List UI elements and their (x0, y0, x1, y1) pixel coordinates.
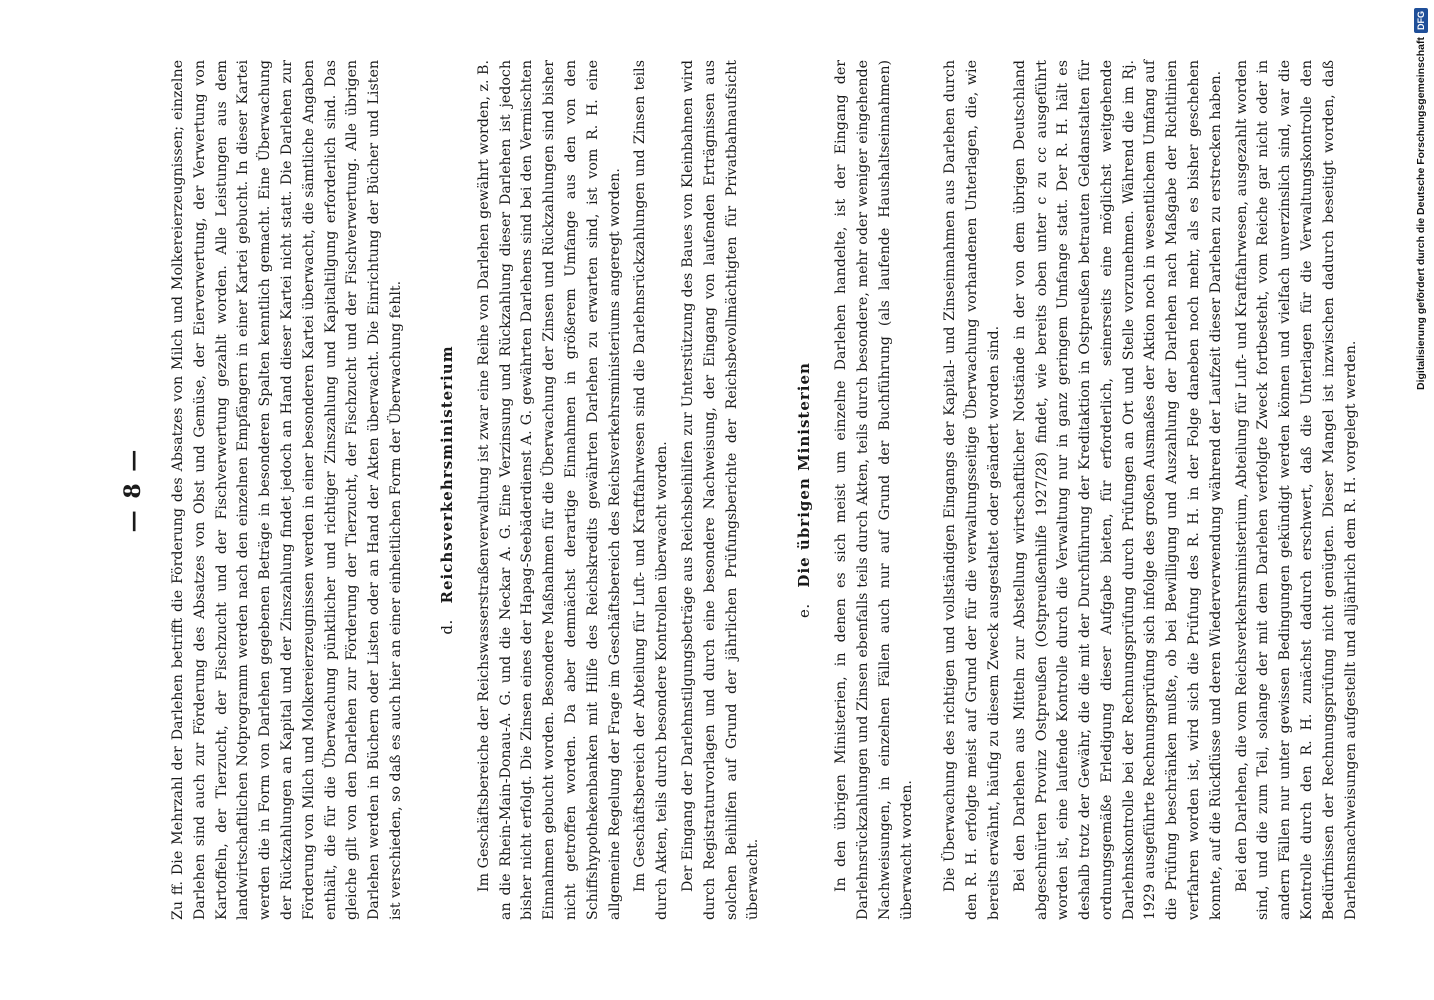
paragraph-e-4: Bei den Darlehen, die vom Reichsverkehrsministerium, Abteilung für Luft- und Kraftfahrwesen, ausgezahlt worden sind, und die zum Teil, solange der mit dem Darlehen verfolgte Zweck fortbesteht, vom Reiche gar nicht oder in andern Fällen nur unter gewissen Bedingungen gekündigt werden können und vielfach unverzinslich sind, war die Kontrolle durch den R. H. zunächst dadurch erschwert, daß die Unterlagen für die Verwaltungskontrolle den Bedürfnissen der Rechnungsprüfung nicht genügten. Dieser Mangel ist inzwischen dadurch beseitigt worden, daß Darlehnsnachweisungen aufgestellt und alljährlich dem R. H. vorgelegt werden. (1233, 60, 1359, 920)
paragraph-d-1: Im Geschäftsbereiche der Reichswasserstraßenverwaltung ist zwar eine Reihe von Darlehen gewährt worden, z. B. an die Rhein-Main-Donau-A. G. und die Neckar A. G. Eine Verzinsung und Rückzahlung dieser Darlehen ist jedoch bisher nicht erfolgt. Die Zinsen eines der Hapag-Seebäderdienst A. G. gewährten Darlehens sind bei den Vermischten Einnahmen gebucht worden. Besondere Maßnahmen für die Überwachung der Zinsen und Rückzahlungen sind bisher nicht getroffen worden. Da aber demnächst derartige Einnahmen in größerem Umfange aus den von den Schiffshypothekenbanken mit Hilfe des Reichskredits gewährten Darlehen zu erwarten sind, ist vom R. H. eine allgemeine Regelung der Frage im Geschäftsbereich des Reichsverkehrsministeriums angeregt worden. (475, 60, 623, 920)
paragraph-e-1: In den übrigen Ministerien, in denen es sich meist um einzelne Darlehen handelte, ist der Eingang der Darlehnsrückzahlungen und Zinsen ebenfalls teils durch Akten, teils durch besondere, mehr oder weniger eingehende Nachweisungen, in einzelnen Fällen auch nur auf Grund der Buchführung (als laufende Haushaltseinnahmen) überwacht worden. (833, 60, 915, 920)
section-title-e: Die übrigen Ministerien (795, 362, 814, 588)
paragraph-e-2: Die Überwachung des richtigen und vollständigen Eingangs der Kapital- und Zinseinnahmen aus Darlehen durch den R. H. erfolgte meist auf Grund der für die verwaltungsseitige Überwachung vorhandenen Unterlagen, die, wie bereits erwähnt, häufig zu diesem Zweck ausgestaltet oder geändert worden sind. (942, 60, 1002, 920)
paragraph-d-3: Der Eingang der Darlehnstilgungsbeträge aus Reichsbeihilfen zur Unterstützung des Baues von Kleinbahnen wird durch Registraturvorlagen und durch eine besondere Nachweisung, der Eingang von laufenden Erträgnissen aus solchen Beihilfen auf Grund der jährlichen Prüfungsberichte der Reichsbevollmächtigten für Privatbahnaufsicht überwacht. (679, 60, 762, 920)
digitization-note-label: Digitalisierung gefördert durch die Deutsche Forschungsgemeinschaft (1415, 37, 1427, 390)
page-number: — 8 — (120, 447, 146, 533)
dfg-logo-icon: DFG (1414, 8, 1428, 33)
paragraph-e-3: Bei den Darlehen aus Mitteln zur Abstellung wirtschaftlicher Notstände in der von dem übrigen Deutschland abgeschnürten Provinz Ostpreußen (Ostpreußenhilfe 1927/28) findet, wie bereits oben unter c zu cc ausgeführt worden ist, eine laufende Kontrolle durch die Verwaltung nur in ganz geringem Umfange statt. Der R. H. hält es deshalb trotz der Gewähr, die die mit der Durchführung der Kreditaktion in Ostpreußen betrauten Geldanstalten für ordnungsgemäße Erledigung dieser Aufgabe bieten, für erforderlich, seinerseits eine möglichst weitgehende Darlehnskontrolle bei der Rechnungsprüfung durch Prüfungen an Ort und Stelle vorzunehmen. Während die im Rj. 1929 ausgeführte Rechnungsprüfung sich infolge des großen Ausmaßes der Aktion noch in wesentlichem Umfang auf die Prüfung beschränken mußte, ob bei Bewilligung und Auszahlung der Darlehen nach Maßgabe der Richtlinien verfahren worden ist, wird sich die Prüfung des R. H. in der Folge daneben noch mehr, als es bisher geschehen konnte, auf die Rückflüsse und deren Wiederverwendung während der Laufzeit dieser Darlehen zu erstrecken haben. (1011, 60, 1224, 920)
section-letter-d: d. (437, 619, 456, 635)
section-heading-d (438, 60, 456, 920)
digitization-note-text (1412, 10, 1430, 390)
paragraph-gap (922, 60, 940, 920)
section-heading-e (795, 60, 813, 920)
document-page (110, 60, 1359, 920)
section-title-d: Reichsverkehrsministerium (437, 345, 456, 604)
paragraph-d-2: Im Geschäftsbereich der Abteilung für Luft- und Kraftfahrwesen sind die Darlehnsrückzahlungen und Zinsen teils durch Akten, teils durch besondere Kontrollen überwacht worden. (632, 60, 671, 920)
paragraph-intro: Zu ff. Die Mehrzahl der Darlehen betrifft die Förderung des Absatzes von Milch und Molkereierzeugnissen; einzelne Darlehen sind auch zur Förderung des Absatzes von Obst und Gemüse, der Eierverwertung, der Verwertung von Kartoffeln, der Tierzucht, der Fischzucht und der Fischverwertung gezahlt worden. Alle Leistungen aus dem landwirtschaftlichen Notprogramm werden nach den einzelnen Empfängern in einer Kartei gebucht. In dieser Kartei werden die in Form von Darlehen gegebenen Beträge in besonderen Spalten kenntlich gemacht. Eine Überwachung der Rückzahlungen an Kapital und der Zinszahlung findet jedoch an Hand dieser Kartei nicht statt. Die Darlehen zur Förderung von Milch und Molkereierzeugnissen werden in einer besonderen Kartei überwacht, die sämtliche Angaben enthält, die für die Überwachung pünktlicher und richtiger Zinszahlung und Kapitaltilgung erforderlich sind. Das gleiche gilt von den Darlehen zur Förderung der Tierzucht, der Fischzucht und der Fischverwertung. Alle übrigen Darlehen werden in Büchern oder Listen oder an Hand der Akten überwacht. Die Einrichtung der Bücher und Listen ist verschieden, so daß es auch hier an einer einheitlichen Form der Überwachung fehlt. (170, 60, 404, 920)
section-letter-e: e. (795, 603, 814, 618)
digitization-note (1412, 10, 1430, 390)
